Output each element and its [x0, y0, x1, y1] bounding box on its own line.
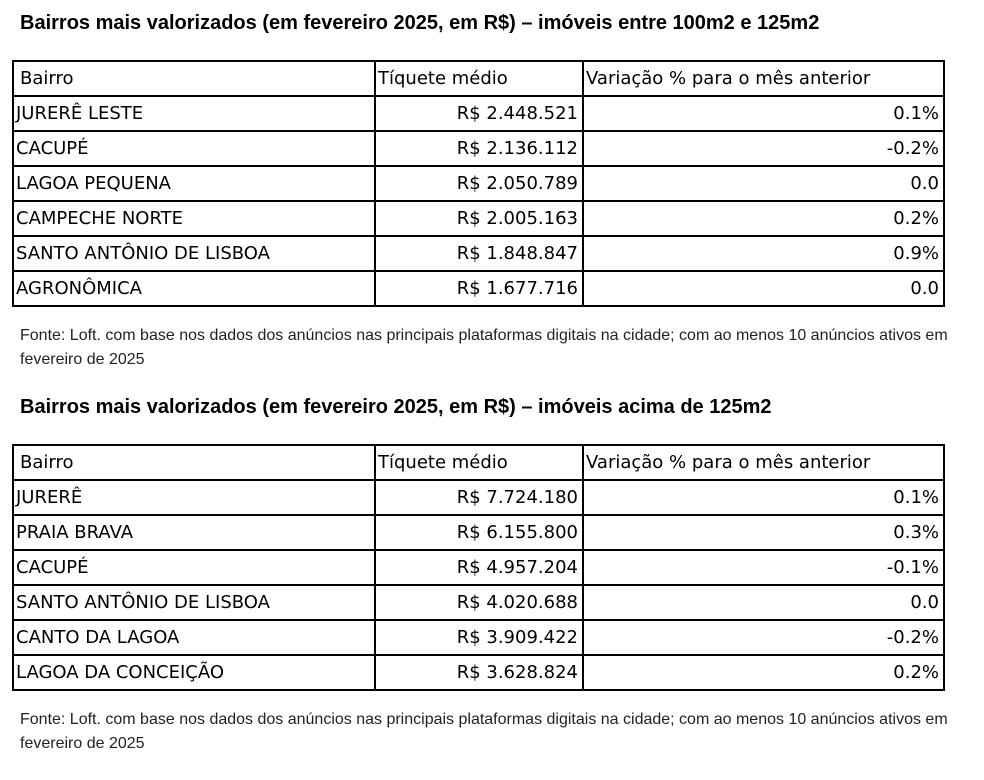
cell-variacao: -0.1%	[583, 550, 944, 585]
cell-variacao: 0.2%	[583, 201, 944, 236]
cell-tiquete: R$ 4.020.688	[375, 585, 583, 620]
cell-bairro: LAGOA DA CONCEIÇÃO	[13, 655, 375, 690]
table-row	[13, 166, 944, 201]
cell-bairro: CAMPECHE NORTE	[13, 201, 375, 236]
table-title: Bairros mais valorizados (em fevereiro 2025, em R$) – imóveis acima de 125m2	[20, 396, 772, 418]
column-header-tiquete: Tíquete médio	[375, 61, 583, 96]
table-row	[13, 236, 944, 271]
cell-variacao: 0.9%	[583, 236, 944, 271]
cell-bairro: PRAIA BRAVA	[13, 515, 375, 550]
table-row	[13, 585, 944, 620]
cell-variacao: 0.0	[583, 271, 944, 306]
cell-bairro: JURERÊ	[13, 480, 375, 515]
cell-variacao: 0.0	[583, 166, 944, 201]
cell-variacao: 0.2%	[583, 655, 944, 690]
table-row	[13, 96, 944, 131]
cell-tiquete: R$ 2.448.521	[375, 96, 583, 131]
cell-variacao: 0.1%	[583, 96, 944, 131]
cell-tiquete: R$ 4.957.204	[375, 550, 583, 585]
column-header-variacao: Variação % para o mês anterior	[583, 61, 944, 96]
cell-bairro: CACUPÉ	[13, 550, 375, 585]
cell-tiquete: R$ 1.848.847	[375, 236, 583, 271]
table-row	[13, 515, 944, 550]
cell-variacao: 0.1%	[583, 480, 944, 515]
table-row	[13, 620, 944, 655]
cell-tiquete: R$ 3.628.824	[375, 655, 583, 690]
ranking-table	[12, 444, 945, 691]
cell-variacao: -0.2%	[583, 131, 944, 166]
table-title: Bairros mais valorizados (em fevereiro 2025, em R$) – imóveis entre 100m2 e 125m2	[20, 12, 820, 34]
cell-tiquete: R$ 1.677.716	[375, 271, 583, 306]
cell-tiquete: R$ 6.155.800	[375, 515, 583, 550]
cell-variacao: 0.3%	[583, 515, 944, 550]
cell-tiquete: R$ 2.136.112	[375, 131, 583, 166]
cell-tiquete: R$ 3.909.422	[375, 620, 583, 655]
cell-bairro: LAGOA PEQUENA	[13, 166, 375, 201]
cell-variacao: -0.2%	[583, 620, 944, 655]
table-row	[13, 480, 944, 515]
cell-variacao: 0.0	[583, 585, 944, 620]
table-row	[13, 271, 944, 306]
cell-tiquete: R$ 7.724.180	[375, 480, 583, 515]
cell-bairro: AGRONÔMICA	[13, 271, 375, 306]
source-note: Fonte: Loft. com base nos dados dos anúncios nas principais plataformas digitais na cidade; com ao menos 10 anúncios ativos em fevereiro de 2025	[20, 327, 948, 368]
cell-bairro: CACUPÉ	[13, 131, 375, 166]
table-row	[13, 655, 944, 690]
cell-bairro: SANTO ANTÔNIO DE LISBOA	[13, 585, 375, 620]
column-header-tiquete: Tíquete médio	[375, 445, 583, 480]
source-note: Fonte: Loft. com base nos dados dos anúncios nas principais plataformas digitais na cidade; com ao menos 10 anúncios ativos em fevereiro de 2025	[20, 711, 948, 752]
cell-tiquete: R$ 2.050.789	[375, 166, 583, 201]
column-header-bairro: Bairro	[13, 61, 375, 96]
column-header-variacao: Variação % para o mês anterior	[583, 445, 944, 480]
table-header-row	[13, 61, 944, 96]
table-header-row	[13, 445, 944, 480]
ranking-table	[12, 60, 945, 307]
cell-bairro: JURERÊ LESTE	[13, 96, 375, 131]
cell-bairro: CANTO DA LAGOA	[13, 620, 375, 655]
cell-bairro: SANTO ANTÔNIO DE LISBOA	[13, 236, 375, 271]
table-row	[13, 201, 944, 236]
table-row	[13, 550, 944, 585]
column-header-bairro: Bairro	[13, 445, 375, 480]
cell-tiquete: R$ 2.005.163	[375, 201, 583, 236]
table-row	[13, 131, 944, 166]
